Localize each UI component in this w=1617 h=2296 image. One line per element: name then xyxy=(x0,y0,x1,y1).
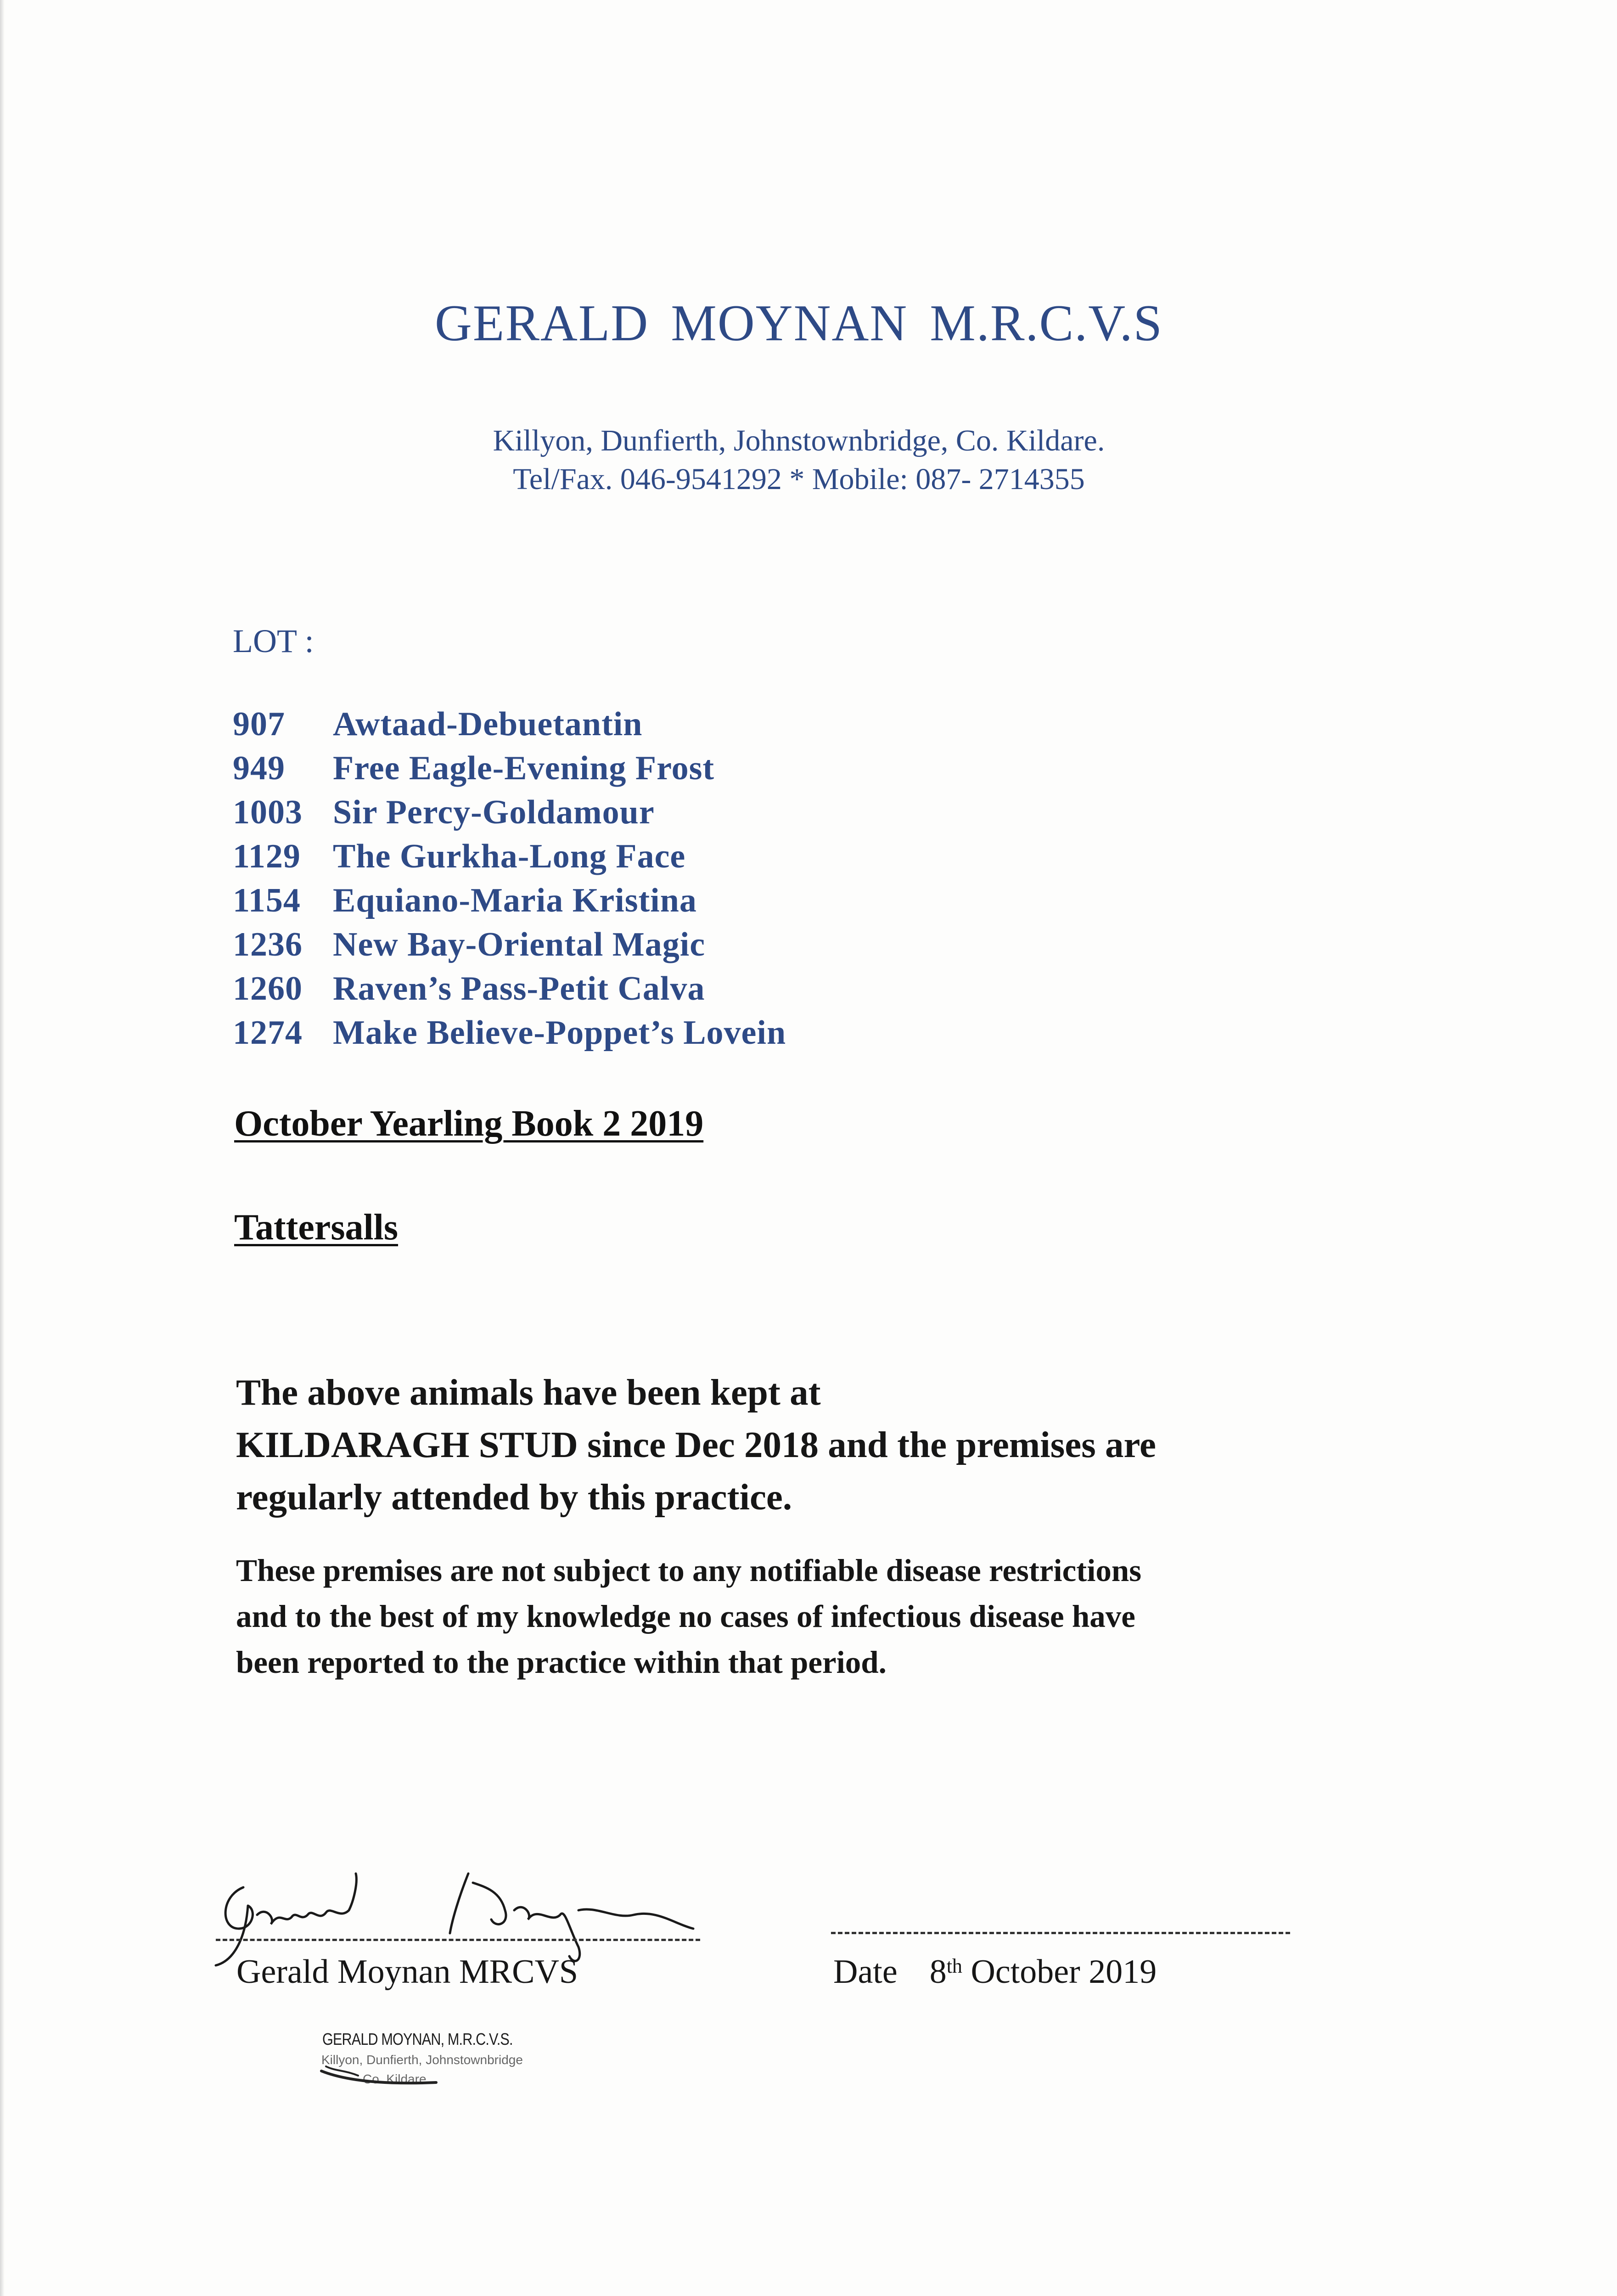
letterhead-name: GERALD MOYNAN M.R.C.V.S xyxy=(435,295,1163,352)
lot-number: 949 xyxy=(233,749,285,787)
lot-row xyxy=(233,969,705,1008)
practice-stamp xyxy=(317,2030,574,2112)
date-line xyxy=(831,1932,1290,1934)
lot-number: 1236 xyxy=(233,926,303,963)
date-label: Date xyxy=(833,1953,898,1991)
lot-name: New Bay-Oriental Magic xyxy=(333,926,706,963)
lot-row xyxy=(233,705,642,744)
date-suffix: th xyxy=(946,1955,962,1977)
signature-line xyxy=(216,1939,700,1941)
lot-row xyxy=(233,925,705,964)
lot-row xyxy=(233,1013,786,1052)
lot-row xyxy=(233,749,714,788)
statement-line: The above animals have been kept at xyxy=(236,1372,821,1413)
stamp-name: GERALD MOYNAN, M.R.C.V.S. xyxy=(322,2030,513,2048)
sale-title: October Yearling Book 2 2019 xyxy=(234,1103,704,1144)
statement-line: regularly attended by this practice. xyxy=(236,1476,792,1518)
lot-number: 907 xyxy=(233,705,285,743)
declaration-line: and to the best of my knowledge no cases of infectious disease have xyxy=(236,1599,1135,1634)
lot-name: Sir Percy-Goldamour xyxy=(333,793,655,831)
lot-number: 1003 xyxy=(233,793,303,831)
stamp-county: Co. Kildare xyxy=(363,2072,427,2086)
signature-label: Gerald Moynan MRCVS xyxy=(236,1953,578,1991)
lot-heading: LOT : xyxy=(233,623,314,659)
lot-name: Raven’s Pass-Petit Calva xyxy=(333,970,705,1007)
letterhead-address: Killyon, Dunfierth, Johnstownbridge, Co. Kildare. xyxy=(493,424,1105,457)
declaration-line: These premises are not subject to any notifiable disease restrictions xyxy=(236,1553,1142,1588)
lot-number: 1154 xyxy=(233,882,301,919)
declaration-line: been reported to the practice within that period. xyxy=(236,1645,887,1680)
sale-auctioneer: Tattersalls xyxy=(234,1207,399,1248)
lot-name: Equiano-Maria Kristina xyxy=(333,882,697,919)
statement-line: KILDARAGH STUD since Dec 2018 and the premises are xyxy=(236,1424,1156,1465)
lot-number: 1129 xyxy=(233,838,301,875)
stamp-address: Killyon, Dunfierth, Johnstownbridge xyxy=(321,2053,523,2067)
lot-name: Make Believe-Poppet’s Lovein xyxy=(333,1014,786,1052)
date-day: 8 xyxy=(929,1953,947,1991)
lot-row xyxy=(233,881,697,920)
date-field xyxy=(833,1953,1157,1992)
stamp-smudge xyxy=(317,2062,464,2089)
letterhead-contact: Tel/Fax. 046-9541292 * Mobile: 087- 2714355 xyxy=(513,462,1085,496)
lot-row xyxy=(233,837,685,876)
lot-row xyxy=(233,793,655,832)
lot-number: 1260 xyxy=(233,970,303,1007)
date-value: October 2019 xyxy=(971,1953,1157,1991)
lot-name: The Gurkha-Long Face xyxy=(333,838,686,875)
lot-name: Awtaad-Debuetantin xyxy=(333,705,643,743)
lot-name: Free Eagle-Evening Frost xyxy=(333,749,715,787)
lot-number: 1274 xyxy=(233,1014,303,1052)
